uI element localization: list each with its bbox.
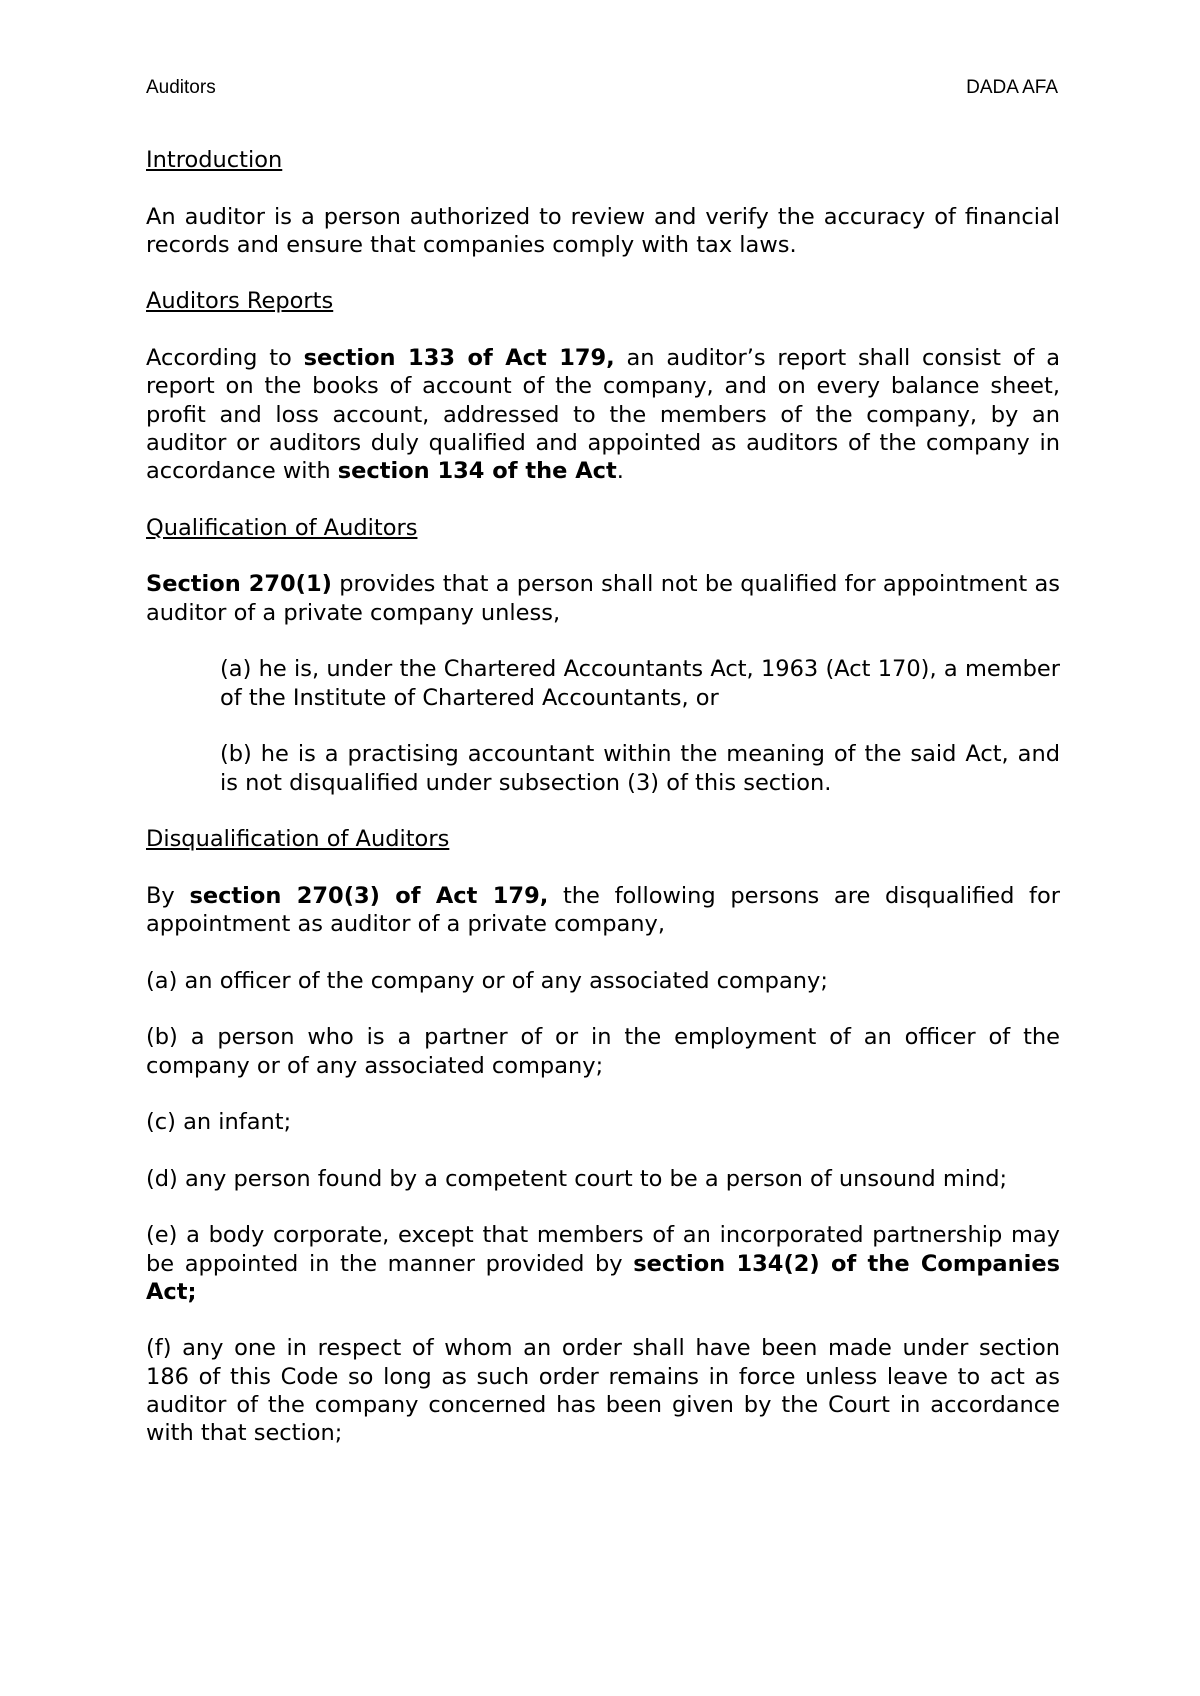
disqualification-heading: Disqualification of Auditors bbox=[146, 826, 450, 853]
disqualification-paragraph bbox=[146, 882, 1060, 939]
disqualification-text: By bbox=[146, 882, 190, 909]
qualification-citation: Section 270(1) bbox=[146, 571, 332, 598]
disqualification-item-e bbox=[146, 1221, 1060, 1306]
disqualification-item-b: (b) a person who is a partner of or in the employment of an officer of the company or of any associated company; bbox=[146, 1024, 1060, 1079]
qualification-paragraph bbox=[146, 570, 1060, 627]
reports-text: an auditor’s report shall consist of a report on the books of account of the company, and on every balance sheet, profit and loss account, addressed to the members of the company, by an auditor or auditors duly qualified and appointed as auditors of the company in accordance with bbox=[146, 345, 1061, 485]
disqualification-item-a: (a) an officer of the company or of any associated company; bbox=[146, 967, 828, 994]
disqualification-citation: section 270(3) of Act 179, bbox=[189, 882, 549, 909]
disqualification-text: the following persons are disqualified for appointment as auditor of a private company, bbox=[146, 882, 1060, 938]
item-e-text: (e) a body corporate, except that members of an incorporated partnership may be appointed in the manner provided by bbox=[146, 1222, 1060, 1277]
reports-text: According to bbox=[146, 345, 304, 372]
reports-heading: Auditors Reports bbox=[146, 288, 334, 315]
reports-text: . bbox=[616, 458, 624, 485]
disqualification-item-c: (c) an infant; bbox=[146, 1109, 292, 1136]
introduction-heading: Introduction bbox=[146, 147, 283, 173]
qualification-item-b: (b) he is a practising accountant within the meaning of the said Act, and is not disqualified under subsection (3) of this section. bbox=[220, 741, 1060, 796]
qualification-item-a: (a) he is, under the Chartered Accountants Act, 1963 (Act 170), a member of the Institute of Chartered Accountants, or bbox=[220, 656, 1060, 711]
header-author: DADA AFA bbox=[966, 77, 1058, 98]
reports-citation: section 134 of the Act bbox=[337, 458, 617, 485]
reports-paragraph bbox=[146, 344, 1060, 485]
introduction-paragraph: An auditor is a person authorized to review and verify the accuracy of financial records and ensure that companies comply with tax laws. bbox=[146, 203, 1060, 258]
qualification-heading: Qualification of Auditors bbox=[146, 514, 418, 541]
qualification-text: provides that a person shall not be qualified for appointment as auditor of a private company unless, bbox=[146, 571, 1060, 626]
document-page bbox=[146, 0, 1060, 1696]
header-title: Auditors bbox=[146, 77, 216, 98]
disqualification-item-d: (d) any person found by a competent court to be a person of unsound mind; bbox=[146, 1165, 1008, 1192]
disqualification-item-f: (f) any one in respect of whom an order shall have been made under section 186 of this Code so long as such order remains in force unless leave to act as auditor of the company concerned has been given by the Court in accordance with that section; bbox=[146, 1335, 1060, 1447]
reports-citation: section 133 of Act 179, bbox=[303, 345, 615, 372]
document-body bbox=[146, 146, 1060, 1476]
item-e-citation: section 134(2) of the Companies Act; bbox=[146, 1250, 1060, 1305]
